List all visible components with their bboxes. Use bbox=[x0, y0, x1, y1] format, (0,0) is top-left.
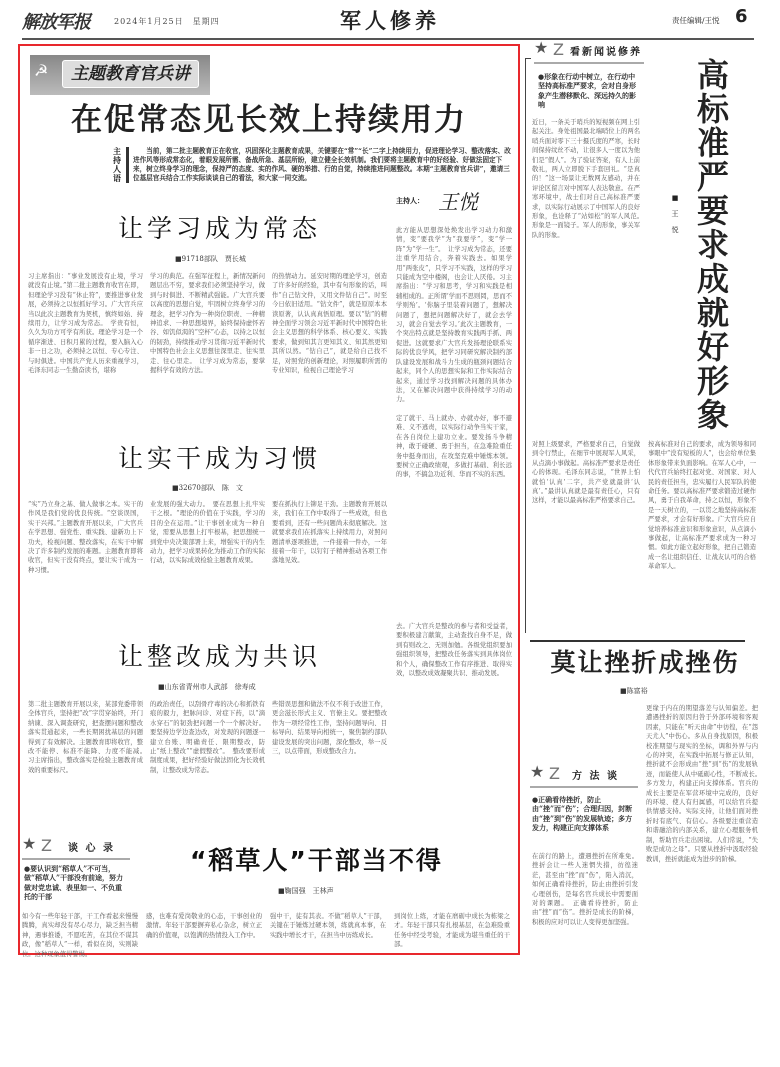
column-banner bbox=[534, 38, 644, 64]
article-column: 习主席指出：“事业发展没有止境，学习就没有止境。”第二批主题教育收官在即，但理论学习没有“休止符”，要推进事业发展，必须持之以恒抓好学习。广大官兵应当以此次主题教育为契机，慎终如始、持续用力，让学习成为常态。 学贵有恒，久久为功方可学有所获。理论学习是一个循序渐进、日积月累的过程，要入脑入心非一日之功，必须持之以恒、专心专注、与时俱进。中国共产党人历来重视学习，毛泽东同志一生勤奋读书，堪称 bbox=[28, 273, 143, 375]
article-byline: ■32670部队 陈 文 bbox=[172, 484, 243, 492]
method-lead: ●正确看待挫折，防止由“挫”而“伤”；合理归因，封断由“挫”到“伤”的发展轨迹；多方发力，构建正向支撑体系 bbox=[532, 795, 633, 833]
sidebar-author: ■王悦 bbox=[671, 194, 679, 234]
method-column: 在前行的路上，遭遇挫折在所难免。挫折会让一些人迷惘失措，彷徨迷茫，甚至由“挫”而“伤”，陷入消沉，如何正确看待挫折，防止由挫折引发心理创伤，是每名官兵成长中需要面对的课题。 正确看待挫折，防止由“挫”而“伤”。挫折是成长的阶梯，积极的应对可以让人变得更加坚强。 bbox=[532, 853, 638, 926]
article-column: 去。广大官兵是整改的参与者和受益者，要积极建言献策，主动查找自身不足，做到有则改之、无则加勉。各级党组织要加强组织领导，把整改任务落实到具体岗位和个人，确保整改工作有序推进、取得实效，以整改成效凝聚共识、推动发展。 bbox=[396, 623, 512, 678]
z-mark-icon: Z bbox=[41, 836, 52, 855]
talk-column: 如今有一些年轻干部，干工作看起来慢慢腾腾，真实却没有尽心尽力，缺乏担当精神，遇事推诿，不愿吃苦，在其位不谋其政，像“稻草人”一样，看似在岗，实则缺位。这种现象值得警惕。 bbox=[22, 913, 138, 958]
z-mark-icon: Z bbox=[553, 40, 564, 59]
column-banner bbox=[22, 834, 130, 860]
article-title: 让学习成为常态 bbox=[118, 214, 322, 243]
host-signature: 王悦 bbox=[438, 190, 478, 214]
sidebar-column: 按高标准对自己的要求，成为领导和同事眼中“没有短板的人”，也会给单位集体形象带来负面影响。在军人心中，一代代官兵始终扛起对党、对国家、对人民的责任担当，忠实履行人民军队的使命任务。要以高标准严要求锻造过硬作风，勇于自我革命，持之以恒，形象不是一天树立的，一以贯之地坚持高标准严要求，才会有好形象。广大官兵应自觉培养标准意识和形象意识，从点滴小事做起，让高标准严要求成为一种习惯。如此方能立起好形象，把自己锻造成一名让组织信任、让战友认可的合格革命军人。 bbox=[648, 441, 756, 571]
article-column: 定了就干、马上就办、办就办好，事不避难、义不逃责，以实际行动争当实干家，在各自岗位上建功立业。要发扬斗争精神，敢于碰硬、勇于担当，在急难险重任务中挺身而出，在攻坚克难中锤炼本领。要树立正确政绩观，多做打基础、利长远的事，不搞急功近利、华而不实的东西。 bbox=[396, 415, 512, 479]
article-column: 此方能从思想深处焕发出学习动力和激情，变“要我学”为“我要学”，变“学一阵”为“学一生”。 让学习成为常态，还要注重学用结合，奔着实践去。如果学用“两张皮”，只学习不实践，这样的学习只能成为空中楼阁，也会让人厌倦。习主席指出：“学习和思考，学习和实践是相辅相成的。正所谓‘学而不思则罔，思而不学则殆’。‘你脑子里装着问题了，想解决问题了，想把问题解决好了，就会去学习，就会自觉去学习。’此次主题教育，一个突出特点就是坚持教育实践两手抓、两促进。这就要求广大官兵发扬理论联系实际的优良学风，把学习同研究解决制约部队建设发展和战斗力生成的瓶颈问题结合起来，同个人的思想实际和工作实际结合起来，通过学习找到解决问题的具体办法，又在解决问题中获得持续学习的动力。 bbox=[396, 227, 512, 404]
article-title: 让整改成为共识 bbox=[118, 642, 322, 671]
method-title: 莫让挫折成挫伤 bbox=[550, 648, 740, 677]
feature-banner bbox=[30, 55, 210, 95]
page-number: 6 bbox=[735, 6, 748, 27]
sidebar-title: 高标准严要求成就好形象 bbox=[696, 56, 729, 434]
host-intro: 当前，第二批主题教育正在收官，巩固深化主题教育成果，关键要在“常”“长”二字上持续用力，促进理论学习、整改落实、改进作风等形成常态化，着眼发展所需、备战所急、基层所盼，建立健全长效机制。我们要将主题教育中的好经验、好做法固定下来，树立终身学习的理念，保持严的态度、实的作风、硬的举措、行的自觉，持续推进问题整改。本期“主题教育官兵讲”，邀请三位基层官兵结合工作实际谈谈自己的看法，和大家一同交流。 bbox=[133, 147, 511, 182]
sidebar-column: 近日，一条关于哨兵的短视频在网上引起关注。身处祖国最北端哨位上的两名哨兵面对零下三十摄氏度的严寒，长时间保持纹丝不动，让很多人一度以为他们是“假人”。为了验证答案，有人上前敬礼，两人立即脱下手套回礼。“是真的！”这一场景让无数网友感动，并在评论区留言对中国军人表达敬意。在严寒环境中，战士们对自己高标准严要求，以实际行动展示了中国军人的良好形象，也诠释了“站如松”的军人风范。 形象是一面镜子。军人的形象，事关军队的形象。 bbox=[532, 119, 647, 239]
article-byline: ■山东省青州市人武部 徐寿成 bbox=[158, 683, 256, 691]
column-banner-label: 方 法 谈 bbox=[572, 771, 619, 782]
host-caption: 主持人： bbox=[396, 196, 424, 205]
issue-date: 2024年1月25日 星期四 bbox=[114, 17, 220, 26]
section-title: 军人修养 bbox=[340, 9, 440, 33]
star-icon: ★ bbox=[530, 762, 545, 781]
column-banner bbox=[530, 762, 638, 788]
host-label: 主持人语 bbox=[113, 147, 129, 183]
sidebar-bracket bbox=[525, 58, 531, 633]
talk-byline: ■鞠国强 王林声 bbox=[278, 887, 334, 895]
newspaper-masthead: 解放军报 bbox=[22, 12, 90, 33]
sidebar-lead: ●形象在行动中树立，在行动中坚持高标准严要求，会对自身形象产生潜移默化、深远持久的影响 bbox=[538, 72, 636, 110]
method-byline: ■陈富裕 bbox=[620, 687, 648, 695]
article-column: 的政治责任，以刮骨疗毒的决心和抓铁有痕的毅力，把脉问诊、对症下药，以“滴水穿石”的韧劲把问题一个一个解决好。要坚持边学边查边改，对发现的问题逐一建立台账、明确责任、限期整改，防止“纸上整改”“虚假整改”。 整改要形成制度成果，把好经验好做法固化为长效机制，让整改成为常态。 bbox=[150, 701, 265, 774]
article-column: 学习的典范。在强军征程上，新情况新问题层出不穷，要求我们必须坚持学习，做到与时俱进、不断精武强能。广大官兵要以高度的思想自觉，牢固树立终身学习的理念，把学习作为一种岗位职责、一种精神追求、一种思想境界，始终保持虚怀若谷、如饥似渴的“空杯”心态，以持之以恒的韧劲，持续推动学习贯彻习近平新时代中国特色社会主义思想往深里走、往实里走、往心里走。 让学习成为常态，要掌握科学有效的方法。 bbox=[150, 273, 265, 375]
method-column: 更缘于内在的期望落差与认知偏差。把遭遇挫折的原因归咎于外部环境和客观因素，只能在“听天由命”中彷徨，在“怨天尤人”中伤心。多从自身找原因，积极校准期望与现实的坐标，调和外界与内心的冲突，在实践中拓展与修正认知，挫折就不会形成由“挫”到“伤”的发展轨迹，而能使人从中砥砺心性，不断成长。 多方发力，构建正向支撑体系。官兵的成长主要是在军营环境中完成的，良好的环境、使人有归属感，可以给官兵提供情感支持。实际支持，让他们面对挫折时有底气、有信心。各级要注重营造和谐融洽的内部关系，建立心理服务机制，帮助官兵走出困境。人们常说，“失败是成功之母”。只要从挫折中汲取经验教训，挫折就能成为进步的阶梯。 bbox=[646, 705, 765, 863]
talk-column: 强中干，徒有其表。不做“稻草人”干部，关键在于锤炼过硬本领，练就真本事，在实践中增长才干，在担当中历练成长。 bbox=[270, 913, 386, 939]
header-divider bbox=[22, 38, 754, 40]
section-divider bbox=[530, 640, 745, 642]
article-column: “实”乃立身之基、做人做事之本。实干的作风是我们党的优良传统。“空谈误国，实干兴邦。”主题教育开展以来，广大官兵在学思想、强党性、重实践、建新功上下功夫，检视问题、整改落实，在实干中解决了许多制约发展的难题。主题教育即将收官，但实干没有终点，要让实干成为一种习惯。 bbox=[28, 501, 143, 574]
article-column: 的热情动力。延安时期的理论学习，创造了许多好的经验，其中有句形象的话，叫作“自己钻文件，又用文件钻自己”。时至今日依旧适用。“钻文件”，就是原原本本读原著，认认真真悟原理。要以“钻”的精神全面学习领会习近平新时代中国特色社会主义思想的科学体系、核心要义、实践要求，做到知其言更知其义、知其然更知其所以然。“钻自己”，就是给自己找不足，对照党的创新理论，对照履职所需的专业知识，检视自己理论学习 bbox=[272, 273, 387, 375]
column-banner-label: 看新闻说修养 bbox=[570, 47, 642, 58]
article-column: 第二批主题教育开展以来，某部党委带领全体官兵，坚持把“改”字贯穿始终，开门纳谏、深入调查研究，把查摆问题和整改落实贯通起来，一些长期困扰基层的问题得到了有效解决。主题教育即将收官，整改不能停、标准不能降、力度不能减。 习主席指出，整改落实是检验主题教育成效的重要标尺。 bbox=[28, 701, 150, 774]
feature-title: 在促常态见长效上持续用力 bbox=[71, 102, 467, 138]
article-title: 让实干成为习惯 bbox=[118, 444, 322, 473]
party-emblem-icon: ☭ bbox=[34, 61, 49, 80]
star-icon: ★ bbox=[22, 834, 37, 853]
article-byline: ■91718部队 贾长城 bbox=[175, 255, 246, 263]
sidebar-column: 对照上级要求，严格要求自己，自觉做到令行禁止，在细节中展现军人风采，从点滴小事做起。高标准严要求是责任心的体现。毛泽东同志说，“世界上怕就怕‘认真’二字，共产党就最讲‘认真’。”最讲认真就是最有责任心，只有这样，才能以最高标准严格要求自己。 bbox=[532, 441, 640, 505]
talk-title: “稻草人”干部当不得 bbox=[190, 846, 443, 875]
star-icon: ★ bbox=[534, 38, 549, 57]
article-column: 些错误思想和做法不仅不利于改进工作，更会滋长形式主义、官僚主义。要把整改作为一项经常性工作，坚持问题导向、目标导向、结果导向相统一，聚焦制约部队建设发展的突出问题，深化整改，举一反三，以点带面，形成整改合力。 bbox=[272, 701, 387, 756]
responsible-editor: 责任编辑/王悦 bbox=[672, 16, 720, 25]
talk-column: 感，也难有爱岗敬业的心态，干事创业的激情。年轻干部要摒弃私心杂念，树立正确的价值观，以饱满的热情投入工作中。 bbox=[146, 913, 262, 939]
z-mark-icon: Z bbox=[549, 764, 560, 783]
article-column: 业发展的强大动力。 要在思想上扎牢实干之根。“理论的价值在于实践，学习的目的全在运用。”让干事创业成为一种自觉，需要从思想上打牢根基，把思想统一到党中央决策部署上来，增强实干的内生动力，把学习成果转化为推动工作的实际行动，以实际成效检验主题教育成果。 bbox=[150, 501, 265, 565]
feature-banner-label: 主题教育官兵讲 bbox=[62, 60, 199, 88]
talk-column: 到岗位上练，才能在磨砺中成长为栋梁之才。年轻干部只有扎根基层，在急难险重任务中经受考验，才能成为堪当重任的干部。 bbox=[394, 913, 510, 949]
talk-lead: ●要认识到“稻草人”不可当，做“稻草人”干部没有前途，努力做对党忠诚、表里如一、不负重托的干部 bbox=[24, 864, 124, 902]
column-banner-label: 谈 心 录 bbox=[68, 843, 115, 854]
article-column: 要在抓执行上铆足干劲。主题教育开展以来，我们在工作中取得了一些成效，但也要看到，还有一些问题尚未彻底解决。这就要求我们在抓落实上持续用力，对照问题清单逐项推进，一件接着一件办，一年接着一年干，以钉钉子精神推动各项工作落地见效。 bbox=[272, 501, 387, 565]
